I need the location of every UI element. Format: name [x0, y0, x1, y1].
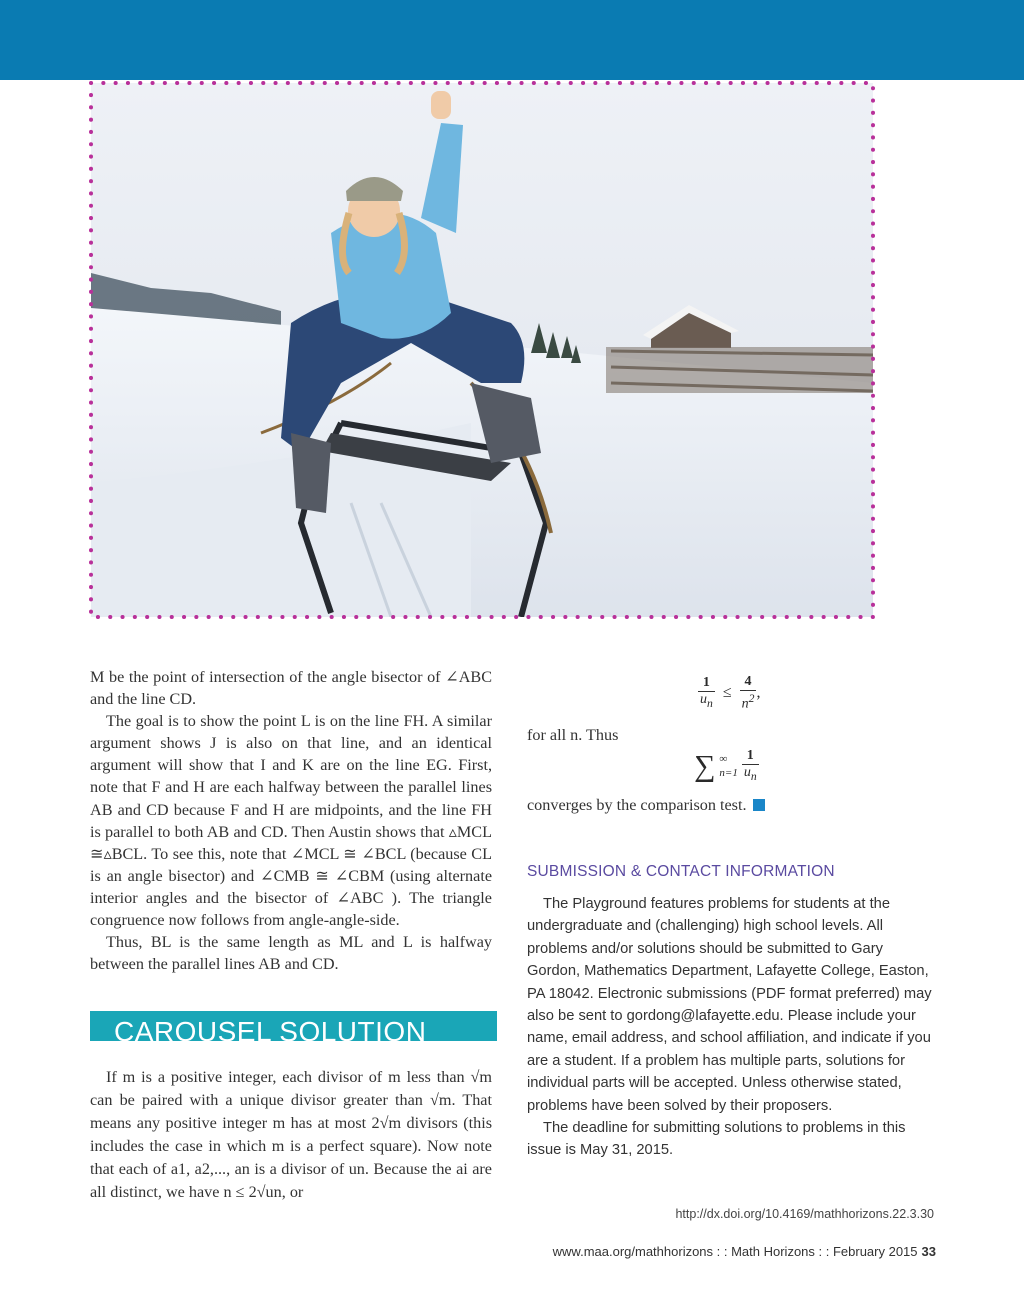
inequality-equation: $\frac{1}{u_n}$ ≤ $\frac{4}{n^2}$ ,	[700, 674, 761, 712]
for-all-n-text: for all n. Thus	[527, 726, 619, 744]
converges-line	[527, 796, 765, 815]
carousel-solution-text	[90, 1066, 492, 1204]
converges-text: converges by the comparison test.	[527, 796, 747, 814]
submission-paragraph-2: The deadline for submitting solutions to problems in this issue is May 31, 2015.	[527, 1120, 906, 1159]
left-paragraph-2: The goal is to show the point L is on the line FH. A similar argument shows J is also on that line, and an identical argument will show that I and K are on the line EG. First, note that F and H are each halfway between the parallel lines AB and CD because F and H are midpoints, and the line FH is parallel to both AB and CD. Then Austin shows that ▵MCL ≅▵BCL. To see this, note that ∠MCL ≅ ∠BCL (because CL is an angle bisector) and ∠CMB ≅ ∠CBM (using alternate interior angles and the bisector of ∠ABC ). The triangle congruence now follows from angle-angle-side.	[90, 712, 492, 930]
page-footer	[553, 1244, 936, 1259]
sum-equation	[694, 748, 759, 785]
top-color-bar	[0, 0, 1024, 80]
left-paragraph-3: Thus, BL is the same length as ML and L is halfway between the parallel lines AB and CD.	[90, 933, 492, 974]
sigma-symbol: ∑	[694, 749, 716, 783]
sum-limits: ∞ n=1	[719, 753, 738, 780]
submission-text	[527, 893, 939, 1162]
end-of-proof-icon	[753, 799, 765, 811]
footer-text: www.maa.org/mathhorizons : : Math Horizons : : February 2015	[552, 1244, 918, 1259]
fraction-4-over-n2: $\frac{4}{n^2}$	[741, 674, 755, 712]
doi-link[interactable]: http://dx.doi.org/10.4169/mathhorizons.22.3.30	[675, 1207, 934, 1221]
sled-photo	[91, 83, 873, 617]
carousel-heading: CAROUSEL SOLUTION	[114, 1016, 427, 1041]
left-column	[90, 666, 492, 975]
leq-symbol: ≤	[722, 684, 732, 701]
fraction-1-over-un-sum: $\frac{1}{u_n}$	[743, 748, 757, 783]
carousel-paragraph: If m is a positive integer, each divisor of m less than √m can be paired with a unique divisor greater than √m. That means any positive integer m has at most 2√m divisors (this includes the case in which m is a perfect square). Now note that each of a1, a2,..., an is a divisor of un. Because the ai are all distinct, we have n ≤ 2√un, or	[90, 1068, 492, 1201]
submission-heading: SUBMISSION & CONTACT INFORMATION	[527, 863, 835, 880]
fraction-1-over-un: $\frac{1}{u_n}$	[700, 674, 713, 710]
page-number: 33	[921, 1244, 936, 1259]
left-paragraph-1: M be the point of intersection of the angle bisector of ∠ABC and the line CD.	[90, 668, 492, 709]
carousel-heading-banner	[90, 1011, 497, 1041]
submission-paragraph-1: The Playground features problems for students at the undergraduate and (challenging) high school levels. All problems and/or solutions should be submitted to Gary Gordon, Mathematics Department, Lafayette College, Easton, PA 18042. Electronic submissions (PDF format preferred) may also be sent to gordong@lafayette.edu. Please include your name, email address, and school affiliation, and indicate if you are a student. If a problem has multiple parts, solutions for individual parts will be accepted. Unless otherwise stated, problems have been solved by their proposers.	[527, 896, 932, 1114]
